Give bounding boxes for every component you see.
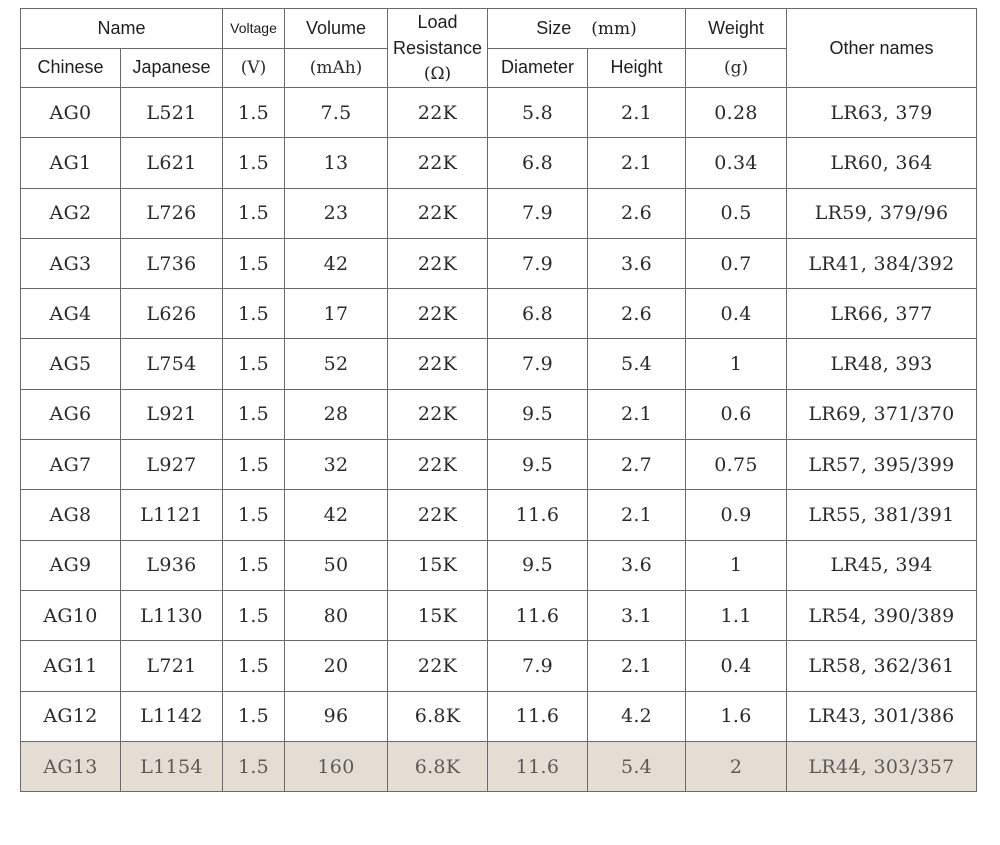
cell-weight: 0.5 <box>686 188 787 238</box>
cell-weight: 1.6 <box>686 691 787 741</box>
cell-volume: 20 <box>285 641 388 691</box>
cell-chinese: AG12 <box>21 691 121 741</box>
cell-chinese: AG11 <box>21 641 121 691</box>
cell-volume: 17 <box>285 289 388 339</box>
table-row <box>21 691 977 741</box>
cell-weight: 2 <box>686 741 787 791</box>
cell-diameter: 5.8 <box>488 88 588 138</box>
cell-voltage: 1.5 <box>223 590 285 640</box>
header-volume-label: Volume <box>305 17 367 38</box>
header-weight <box>686 9 787 49</box>
cell-height: 4.2 <box>588 691 686 741</box>
cell-weight: 0.34 <box>686 138 787 188</box>
cell-resistance: 15K <box>388 540 488 590</box>
table-body <box>21 88 977 792</box>
cell-other: LR58, 362/361 <box>787 641 977 691</box>
cell-other: LR55, 381/391 <box>787 490 977 540</box>
table-row <box>21 440 977 490</box>
cell-resistance: 22K <box>388 138 488 188</box>
cell-chinese: AG8 <box>21 490 121 540</box>
cell-volume: 7.5 <box>285 88 388 138</box>
cell-resistance: 22K <box>388 88 488 138</box>
cell-resistance: 15K <box>388 590 488 640</box>
cell-diameter: 7.9 <box>488 238 588 288</box>
header-height <box>588 48 686 88</box>
cell-height: 5.4 <box>588 339 686 389</box>
cell-height: 3.6 <box>588 238 686 288</box>
cell-diameter: 9.5 <box>488 540 588 590</box>
cell-volume: 42 <box>285 238 388 288</box>
cell-japanese: L621 <box>121 138 223 188</box>
cell-diameter: 11.6 <box>488 691 588 741</box>
cell-chinese: AG4 <box>21 289 121 339</box>
cell-chinese: AG13 <box>21 741 121 791</box>
header-volume <box>285 9 388 49</box>
header-size-label: Size <box>536 17 572 38</box>
cell-height: 2.1 <box>588 389 686 439</box>
table-row <box>21 339 977 389</box>
cell-other: LR48, 393 <box>787 339 977 389</box>
cell-diameter: 7.9 <box>488 188 588 238</box>
cell-chinese: AG3 <box>21 238 121 288</box>
header-voltage-unit: (V) <box>223 48 285 88</box>
header-weight-unit: (g) <box>686 48 787 88</box>
cell-volume: 32 <box>285 440 388 490</box>
table-row <box>21 389 977 439</box>
cell-japanese: L1121 <box>121 490 223 540</box>
cell-height: 2.1 <box>588 88 686 138</box>
cell-weight: 1 <box>686 339 787 389</box>
table-header <box>21 9 977 88</box>
cell-other: LR44, 303/357 <box>787 741 977 791</box>
cell-weight: 0.75 <box>686 440 787 490</box>
cell-resistance: 22K <box>388 490 488 540</box>
header-voltage <box>223 9 285 49</box>
cell-voltage: 1.5 <box>223 188 285 238</box>
cell-japanese: L1142 <box>121 691 223 741</box>
cell-resistance: 22K <box>388 188 488 238</box>
header-japanese <box>121 48 223 88</box>
cell-weight: 0.28 <box>686 88 787 138</box>
header-japanese-label: Japanese <box>132 57 211 78</box>
header-other-names-label: Other names <box>829 37 934 58</box>
cell-volume: 80 <box>285 590 388 640</box>
cell-weight: 0.7 <box>686 238 787 288</box>
cell-diameter: 11.6 <box>488 590 588 640</box>
header-other-names <box>787 9 977 88</box>
cell-resistance: 22K <box>388 238 488 288</box>
cell-resistance: 22K <box>388 440 488 490</box>
battery-spec-table <box>20 8 977 792</box>
table-row <box>21 188 977 238</box>
cell-other: LR69, 371/370 <box>787 389 977 439</box>
cell-chinese: AG7 <box>21 440 121 490</box>
cell-resistance: 6.8K <box>388 741 488 791</box>
cell-volume: 52 <box>285 339 388 389</box>
cell-japanese: L1154 <box>121 741 223 791</box>
cell-resistance: 6.8K <box>388 691 488 741</box>
cell-chinese: AG10 <box>21 590 121 640</box>
cell-japanese: L1130 <box>121 590 223 640</box>
table-row <box>21 641 977 691</box>
cell-japanese: L736 <box>121 238 223 288</box>
cell-volume: 160 <box>285 741 388 791</box>
cell-diameter: 11.6 <box>488 490 588 540</box>
cell-volume: 23 <box>285 188 388 238</box>
cell-height: 3.6 <box>588 540 686 590</box>
header-diameter <box>488 48 588 88</box>
header-chinese-label: Chinese <box>37 57 104 78</box>
cell-weight: 1.1 <box>686 590 787 640</box>
cell-japanese: L936 <box>121 540 223 590</box>
cell-diameter: 6.8 <box>488 138 588 188</box>
cell-other: LR59, 379/96 <box>787 188 977 238</box>
table-row <box>21 741 977 791</box>
header-name <box>21 9 223 49</box>
cell-voltage: 1.5 <box>223 741 285 791</box>
cell-japanese: L726 <box>121 188 223 238</box>
header-chinese <box>21 48 121 88</box>
cell-voltage: 1.5 <box>223 88 285 138</box>
cell-chinese: AG2 <box>21 188 121 238</box>
cell-volume: 50 <box>285 540 388 590</box>
cell-voltage: 1.5 <box>223 641 285 691</box>
cell-resistance: 22K <box>388 389 488 439</box>
cell-height: 2.6 <box>588 289 686 339</box>
header-height-label: Height <box>610 57 663 78</box>
cell-japanese: L521 <box>121 88 223 138</box>
cell-diameter: 7.9 <box>488 641 588 691</box>
cell-japanese: L754 <box>121 339 223 389</box>
table-row <box>21 88 977 138</box>
cell-other: LR66, 377 <box>787 289 977 339</box>
cell-voltage: 1.5 <box>223 389 285 439</box>
cell-japanese: L626 <box>121 289 223 339</box>
cell-chinese: AG6 <box>21 389 121 439</box>
cell-voltage: 1.5 <box>223 289 285 339</box>
cell-diameter: 9.5 <box>488 440 588 490</box>
cell-height: 2.7 <box>588 440 686 490</box>
cell-weight: 0.9 <box>686 490 787 540</box>
cell-voltage: 1.5 <box>223 339 285 389</box>
cell-weight: 1 <box>686 540 787 590</box>
cell-height: 5.4 <box>588 741 686 791</box>
cell-height: 2.6 <box>588 188 686 238</box>
cell-diameter: 7.9 <box>488 339 588 389</box>
cell-resistance: 22K <box>388 641 488 691</box>
table-row <box>21 138 977 188</box>
header-load-line1: Load <box>417 12 458 32</box>
cell-height: 2.1 <box>588 641 686 691</box>
header-diameter-label: Diameter <box>501 57 575 78</box>
cell-chinese: AG1 <box>21 138 121 188</box>
header-load-resistance <box>388 9 488 88</box>
table-row <box>21 289 977 339</box>
cell-resistance: 22K <box>388 289 488 339</box>
table-row <box>21 590 977 640</box>
cell-voltage: 1.5 <box>223 490 285 540</box>
cell-voltage: 1.5 <box>223 540 285 590</box>
cell-resistance: 22K <box>388 339 488 389</box>
cell-height: 2.1 <box>588 490 686 540</box>
cell-chinese: AG9 <box>21 540 121 590</box>
cell-voltage: 1.5 <box>223 238 285 288</box>
cell-diameter: 9.5 <box>488 389 588 439</box>
cell-other: LR60, 364 <box>787 138 977 188</box>
table-row <box>21 238 977 288</box>
table-row <box>21 490 977 540</box>
cell-diameter: 11.6 <box>488 741 588 791</box>
cell-japanese: L921 <box>121 389 223 439</box>
header-load-line2: Resistance <box>392 38 483 58</box>
table-row <box>21 540 977 590</box>
cell-other: LR41, 384/392 <box>787 238 977 288</box>
cell-diameter: 6.8 <box>488 289 588 339</box>
header-weight-label: Weight <box>708 17 764 38</box>
header-load-unit: (Ω) <box>423 64 452 84</box>
cell-height: 3.1 <box>588 590 686 640</box>
cell-weight: 0.4 <box>686 641 787 691</box>
cell-chinese: AG5 <box>21 339 121 389</box>
cell-other: LR45, 394 <box>787 540 977 590</box>
header-volume-unit: (mAh) <box>285 48 388 88</box>
cell-volume: 42 <box>285 490 388 540</box>
cell-other: LR43, 301/386 <box>787 691 977 741</box>
cell-height: 2.1 <box>588 138 686 188</box>
cell-volume: 96 <box>285 691 388 741</box>
cell-chinese: AG0 <box>21 88 121 138</box>
cell-japanese: L927 <box>121 440 223 490</box>
cell-other: LR54, 390/389 <box>787 590 977 640</box>
cell-volume: 13 <box>285 138 388 188</box>
cell-voltage: 1.5 <box>223 691 285 741</box>
cell-voltage: 1.5 <box>223 138 285 188</box>
cell-voltage: 1.5 <box>223 440 285 490</box>
cell-volume: 28 <box>285 389 388 439</box>
header-name-label: Name <box>97 17 146 38</box>
header-voltage-label: Voltage <box>230 20 277 37</box>
header-size-unit: (mm) <box>591 18 637 39</box>
header-size <box>488 9 686 49</box>
cell-other: LR57, 395/399 <box>787 440 977 490</box>
cell-weight: 0.4 <box>686 289 787 339</box>
cell-other: LR63, 379 <box>787 88 977 138</box>
cell-japanese: L721 <box>121 641 223 691</box>
cell-weight: 0.6 <box>686 389 787 439</box>
